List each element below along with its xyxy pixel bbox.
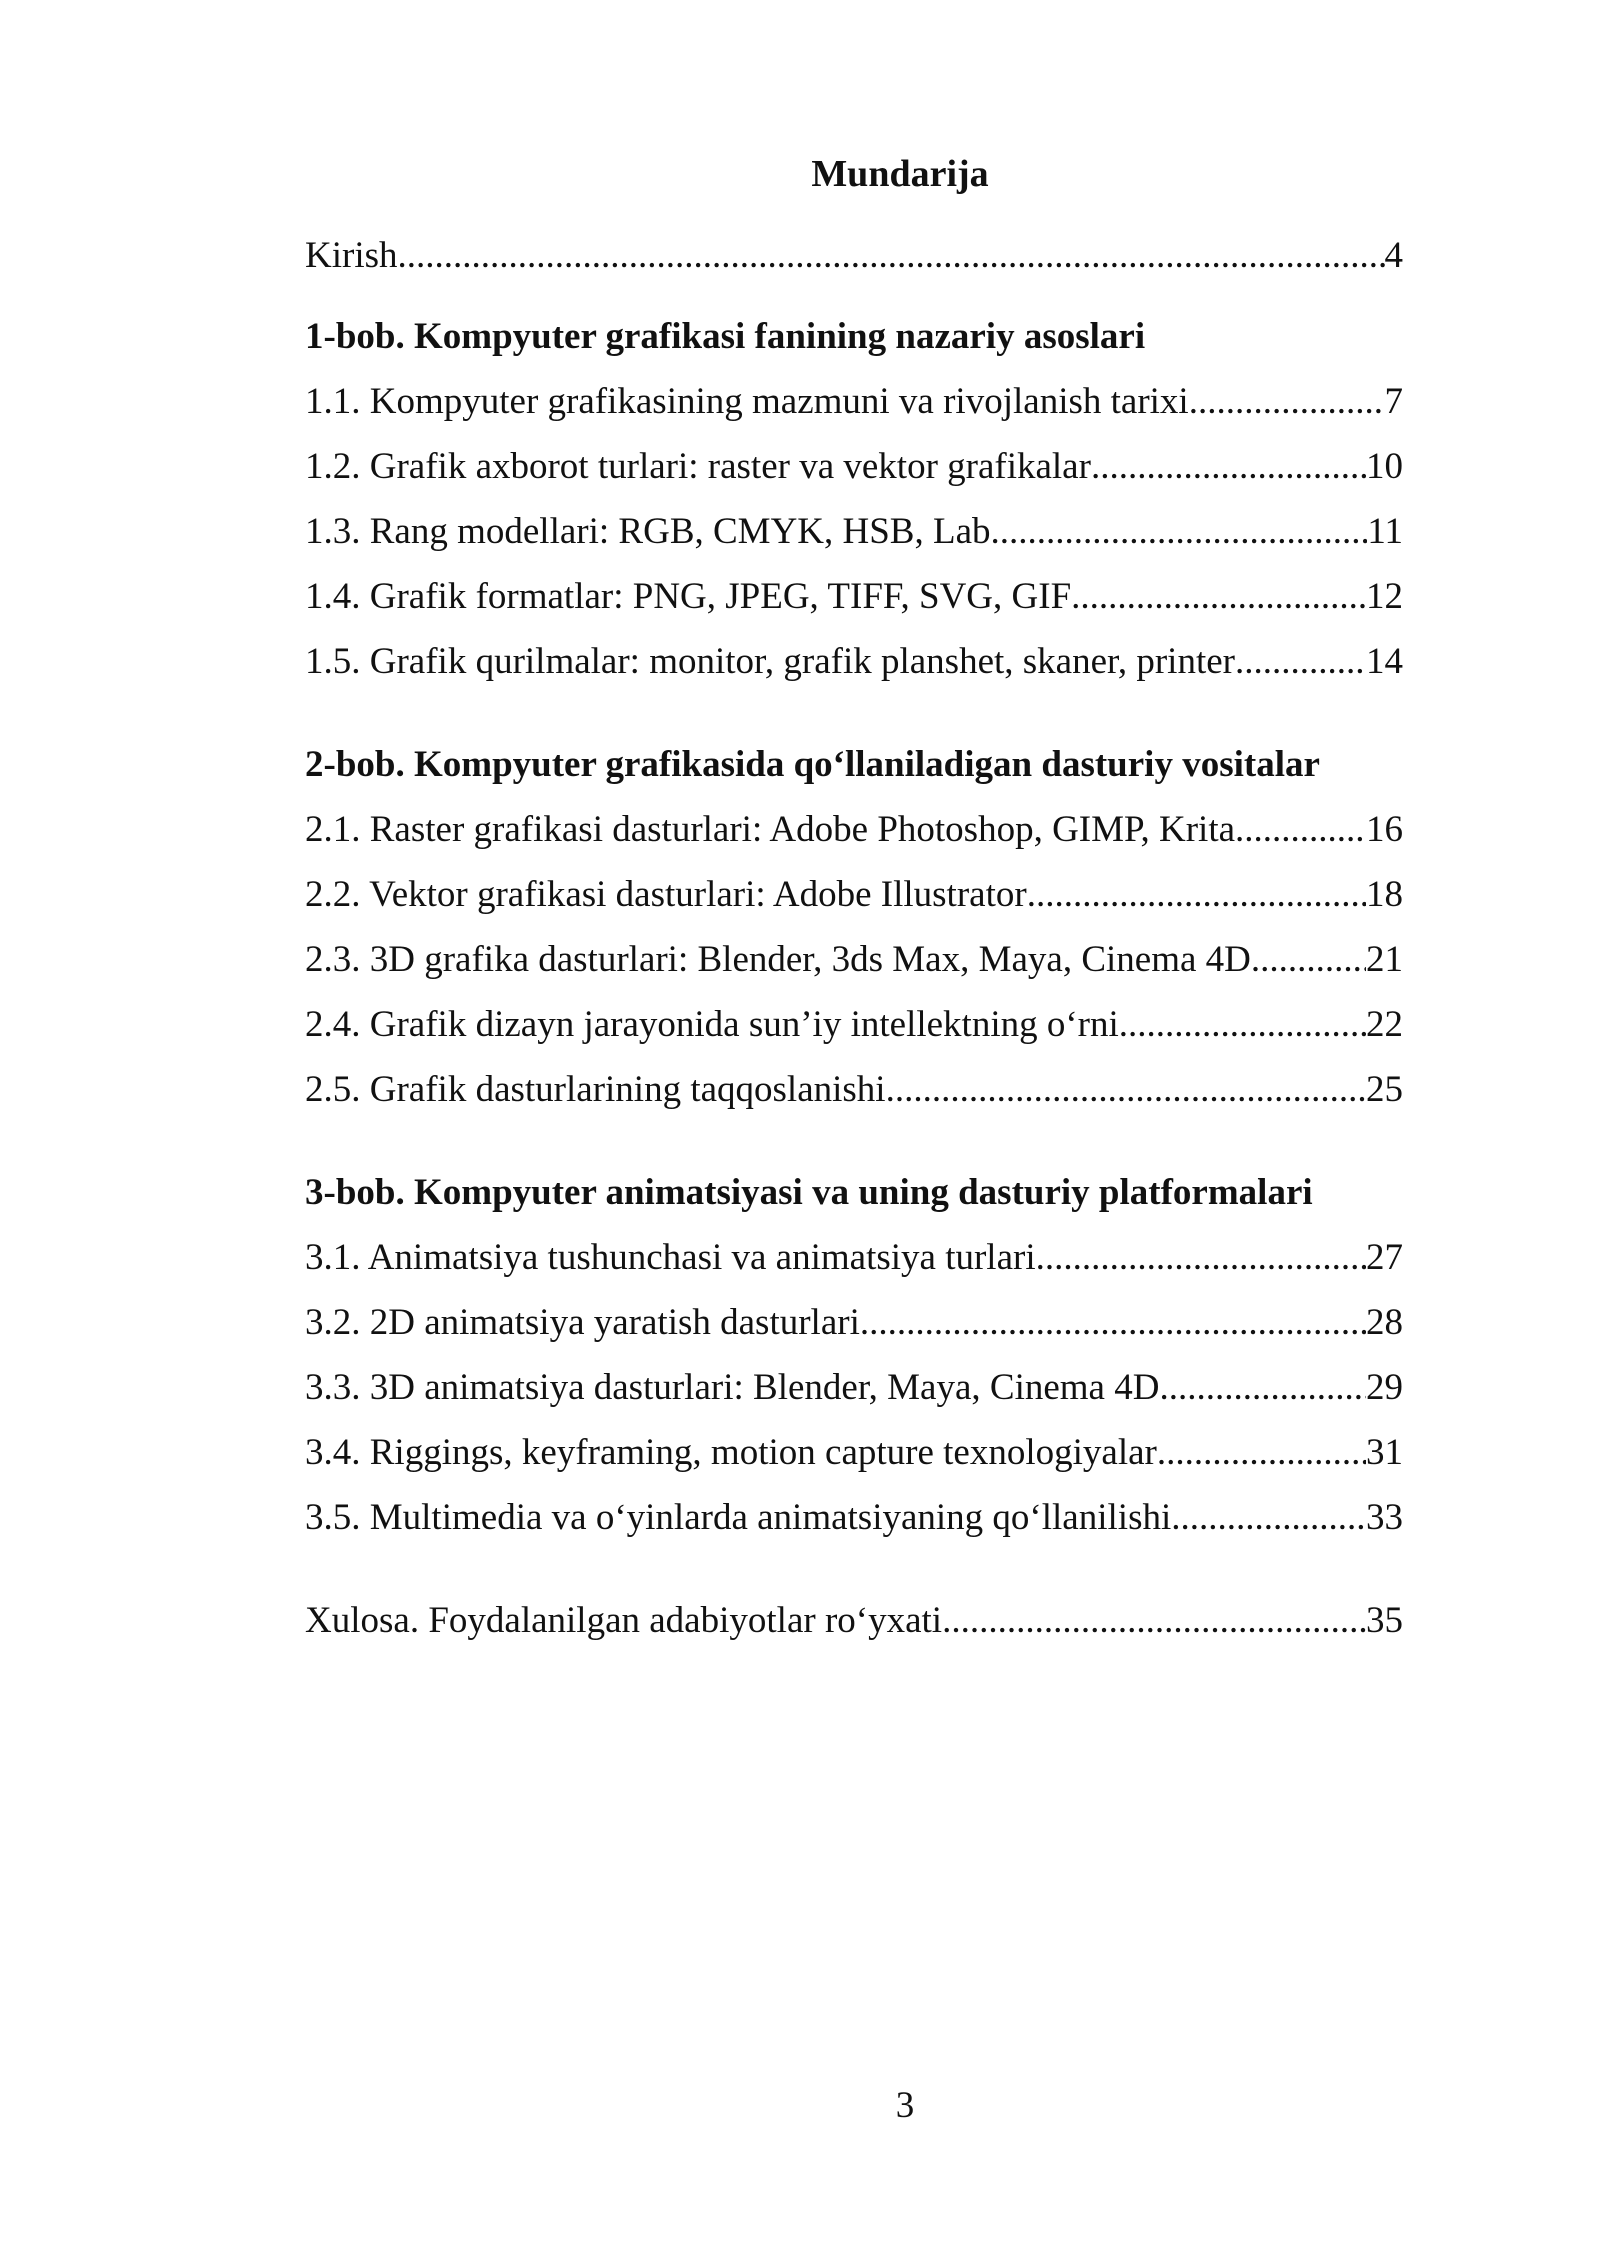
toc-entry[interactable]	[305, 999, 1403, 1064]
toc-leader-dots	[991, 506, 1368, 558]
toc-leader-dots	[886, 1064, 1366, 1116]
toc-entry-page: 14	[1366, 641, 1403, 682]
toc-entry-page: 27	[1366, 1237, 1403, 1278]
toc-entry[interactable]	[305, 441, 1403, 506]
toc-entry[interactable]	[305, 804, 1403, 869]
toc-entry[interactable]	[305, 934, 1403, 999]
toc-leader-dots	[1157, 1427, 1366, 1479]
toc-leader-dots	[1027, 869, 1366, 921]
toc-entry-text: 2.1. Raster grafikasi dasturlari: Adobe Photoshop, GIMP, Krita	[305, 809, 1236, 850]
toc-title: Mundarija	[811, 153, 989, 195]
toc-leader-dots	[1159, 1362, 1366, 1414]
toc-entry-text: 1.5. Grafik qurilmalar: monitor, grafik planshet, skaner, printer	[305, 641, 1235, 682]
toc-entry[interactable]	[305, 1362, 1403, 1427]
table-of-contents	[305, 230, 1403, 1660]
chapter-heading-3[interactable]: 3-bob. Kompyuter animatsiyasi va uning dasturiy platformalari	[305, 1172, 1313, 1213]
toc-entry-page: 33	[1366, 1497, 1403, 1538]
toc-entry-text: 1.4. Grafik formatlar: PNG, JPEG, TIFF, SVG, GIF	[305, 576, 1072, 617]
toc-leader-dots	[1171, 1492, 1366, 1544]
toc-entry[interactable]	[305, 636, 1403, 701]
toc-entry-text: 2.3. 3D grafika dasturlari: Blender, 3ds Max, Maya, Cinema 4D	[305, 939, 1251, 980]
toc-leader-dots	[1071, 571, 1366, 623]
conclusion-label: Xulosa.	[305, 1600, 420, 1641]
toc-entry-text: 3.5. Multimedia va o‘yinlarda animatsiyaning qo‘llanilishi	[305, 1497, 1172, 1538]
toc-entry-page: 25	[1366, 1069, 1403, 1110]
toc-leader-dots	[398, 230, 1385, 282]
toc-leader-dots	[1119, 999, 1366, 1051]
toc-entry-page: 10	[1366, 446, 1403, 487]
toc-leader-dots	[1091, 441, 1366, 493]
toc-entry[interactable]	[305, 376, 1403, 441]
toc-entry-intro[interactable]	[305, 230, 1403, 295]
toc-entry-page: 22	[1366, 1004, 1403, 1045]
toc-leader-dots	[860, 1297, 1366, 1349]
toc-entry-text: 2.5. Grafik dasturlarining taqqoslanishi	[305, 1069, 886, 1110]
toc-entry[interactable]	[305, 1297, 1403, 1362]
toc-entry[interactable]	[305, 571, 1403, 636]
toc-entry-text: 3.2. 2D animatsiya yaratish dasturlari	[305, 1302, 860, 1343]
toc-entry-text: Kirish	[305, 235, 398, 276]
toc-entry-text: 2.4. Grafik dizayn jarayonida sun’iy intellektning o‘rni	[305, 1004, 1119, 1045]
toc-entry-page: 16	[1366, 809, 1403, 850]
chapter-heading-2[interactable]: 2-bob. Kompyuter grafikasida qo‘llaniladigan dasturiy vositalar	[305, 744, 1320, 785]
toc-entry[interactable]	[305, 1232, 1403, 1297]
toc-entry[interactable]	[305, 1427, 1403, 1492]
toc-entry-text: 3.1. Animatsiya tushunchasi va animatsiya turlari	[305, 1237, 1036, 1278]
toc-entry-text: 3.4. Riggings, keyframing, motion capture texnologiyalar	[305, 1432, 1157, 1473]
chapter-heading-1[interactable]: 1-bob. Kompyuter grafikasi fanining nazariy asoslari	[305, 316, 1146, 357]
conclusion-text: Foydalanilgan adabiyotlar ro‘yxati	[419, 1600, 943, 1641]
toc-entry-page: 12	[1366, 576, 1403, 617]
toc-leader-dots	[1235, 636, 1366, 688]
toc-entry-text: 3.3. 3D animatsiya dasturlari: Blender, Maya, Cinema 4D	[305, 1367, 1160, 1408]
toc-entry-text: 1.2. Grafik axborot turlari: raster va vektor grafikalar	[305, 446, 1091, 487]
toc-leader-dots	[942, 1595, 1366, 1647]
toc-leader-dots	[1251, 934, 1366, 986]
toc-entry-page: 28	[1366, 1302, 1403, 1343]
toc-entry[interactable]	[305, 869, 1403, 934]
toc-entry-text	[305, 1595, 942, 1647]
toc-entry-page: 31	[1366, 1432, 1403, 1473]
toc-entry-text: 2.2. Vektor grafikasi dasturlari: Adobe Illustrator	[305, 874, 1027, 915]
toc-leader-dots	[1036, 1232, 1366, 1284]
toc-entry-page: 7	[1384, 381, 1403, 422]
toc-entry[interactable]	[305, 1492, 1403, 1557]
toc-entry-page: 4	[1384, 235, 1403, 276]
toc-entry-text: 1.3. Rang modellari: RGB, CMYK, HSB, Lab	[305, 511, 991, 552]
toc-leader-dots	[1189, 376, 1385, 428]
toc-entry-page: 21	[1366, 939, 1403, 980]
toc-entry-page: 18	[1366, 874, 1403, 915]
toc-entry-conclusion[interactable]	[305, 1595, 1403, 1660]
toc-entry-text: 1.1. Kompyuter grafikasining mazmuni va rivojlanish tarixi	[305, 381, 1189, 422]
page-number: 3	[895, 2085, 915, 2126]
toc-leader-dots	[1235, 804, 1366, 856]
toc-entry[interactable]	[305, 1064, 1403, 1129]
toc-entry-page: 29	[1366, 1367, 1403, 1408]
toc-entry[interactable]	[305, 506, 1403, 571]
toc-entry-page: 11	[1367, 511, 1403, 552]
toc-entry-page: 35	[1366, 1600, 1403, 1641]
